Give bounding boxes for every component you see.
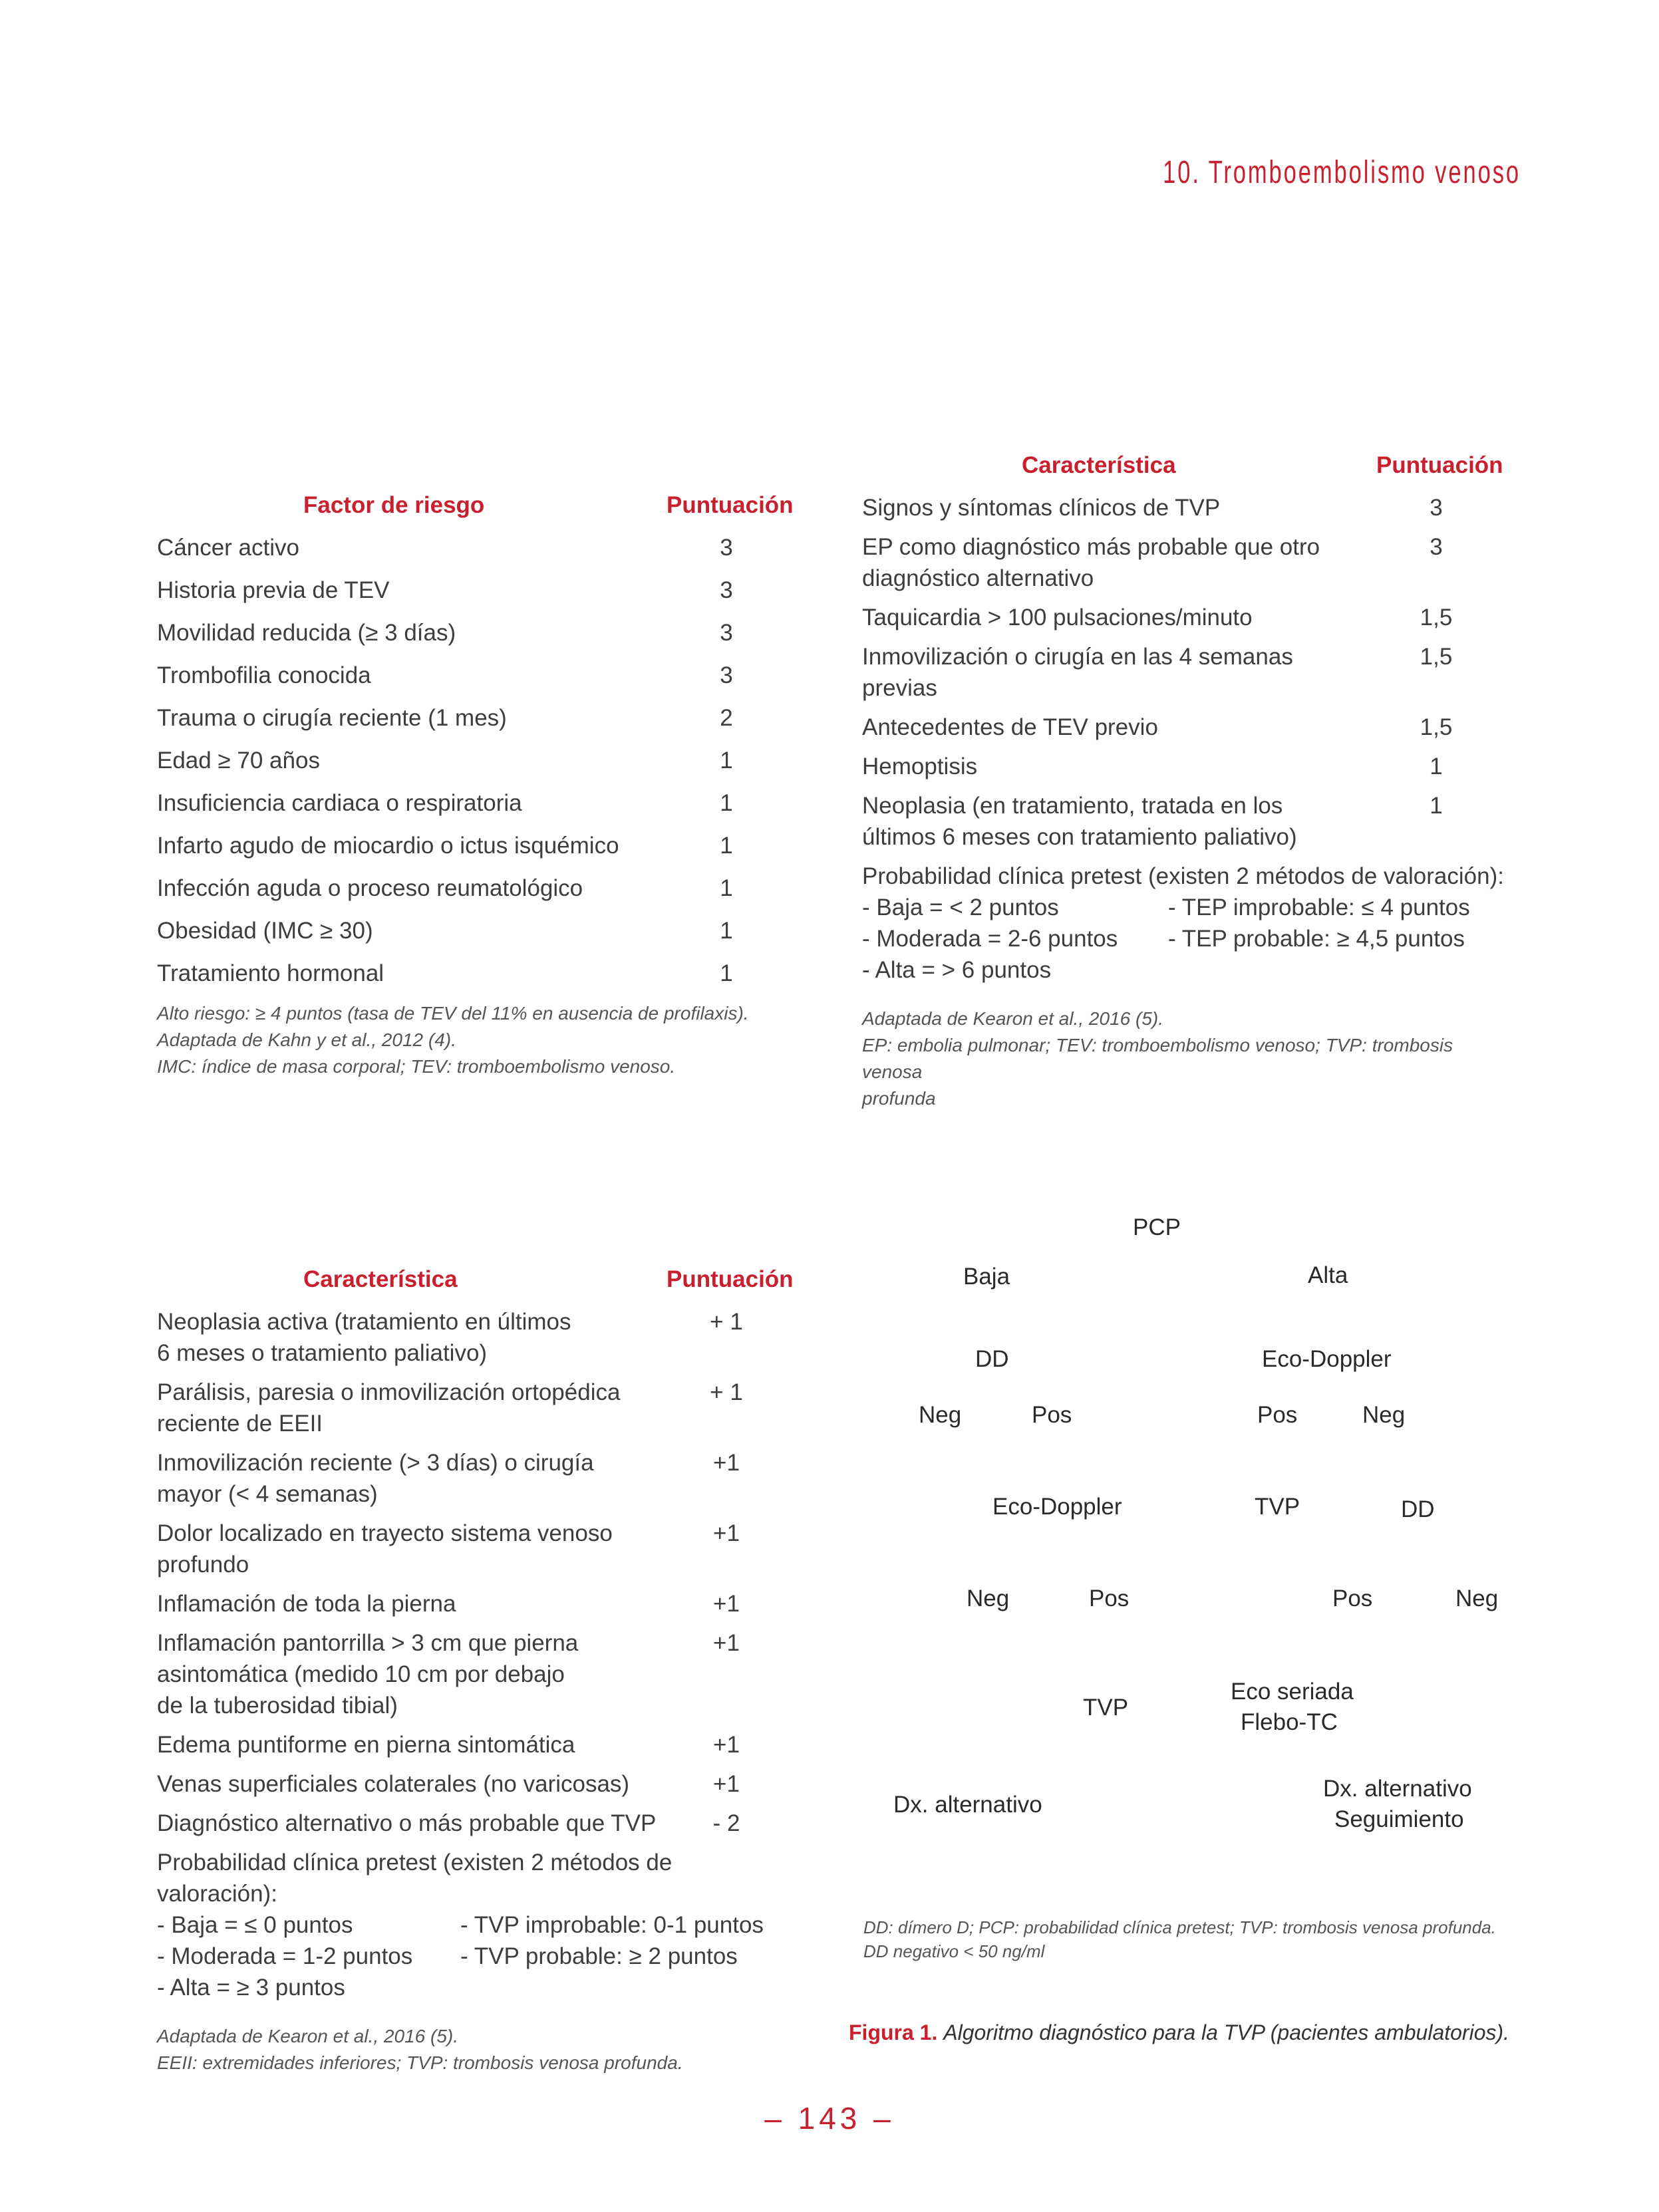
row-score: - 2 <box>712 1810 740 1836</box>
row-score: 1,5 <box>1420 644 1453 670</box>
row-score: +1 <box>713 1520 740 1546</box>
row-score: + 1 <box>710 1379 743 1405</box>
node-eco-seriada: Eco seriada <box>1231 1679 1354 1705</box>
row-label: Parálisis, paresia o inmovilización ortopédica reciente de EEII <box>157 1379 621 1437</box>
flowchart-note: DD negativo < 50 ng/ml <box>863 1941 1045 1961</box>
node-pos-4: Pos <box>1332 1586 1373 1611</box>
row-score: 3 <box>720 577 733 603</box>
pretest-item: - Moderada = 2-6 puntos <box>862 926 1118 952</box>
node-dd-1: DD <box>975 1346 1009 1372</box>
row-label: Infarto agudo de miocardio o ictus isquémico <box>157 833 619 859</box>
row-label: Taquicardia > 100 pulsaciones/minuto <box>862 605 1253 630</box>
row-label: Edema puntiforme en pierna sintomática <box>157 1732 575 1758</box>
row-score: 1,5 <box>1420 714 1453 740</box>
row-score: +1 <box>713 1732 740 1758</box>
figure-caption-label: Figura 1. <box>849 2020 938 2044</box>
flowchart-note: DD: dímero D; PCP: probabilidad clínica pretest; TVP: trombosis venosa profunda. <box>863 1917 1496 1937</box>
figure-caption-text: Algoritmo diagnóstico para la TVP (pacientes ambulatorios). <box>943 2020 1510 2044</box>
row-score: 3 <box>1430 534 1443 560</box>
node-flebo-tc: Flebo-TC <box>1241 1709 1338 1735</box>
node-dx-alternativo-2: Dx. alternativo <box>1323 1776 1472 1802</box>
row-label: Signos y síntomas clínicos de TVP <box>862 495 1221 521</box>
pretest-item: - TEP improbable: ≤ 4 puntos <box>1168 895 1470 920</box>
column-header-characteristic: Factor de riesgo <box>303 492 485 518</box>
row-label: Inmovilización o cirugía en las 4 semanas previas <box>862 644 1293 701</box>
node-alta: Alta <box>1308 1262 1348 1288</box>
column-header-score: Puntuación <box>667 492 794 518</box>
row-score: 1 <box>1430 793 1443 819</box>
row-score: 1 <box>720 748 733 773</box>
node-eco-doppler-1: Eco-Doppler <box>1262 1346 1392 1372</box>
row-score: 1 <box>720 790 733 816</box>
row-label: Edad ≥ 70 años <box>157 748 320 773</box>
row-label: Insuficiencia cardiaca o respiratoria <box>157 790 522 816</box>
row-label: Antecedentes de TEV previo <box>862 714 1158 740</box>
flowchart-notes <box>863 1915 1496 1963</box>
row-score: 1 <box>720 960 733 986</box>
row-label: Cáncer activo <box>157 535 299 561</box>
row-label: Neoplasia (en tratamiento, tratada en los últimos 6 meses con tratamiento paliativo) <box>862 793 1297 850</box>
row-score: 1 <box>720 875 733 901</box>
pretest-item: - Baja = ≤ 0 puntos <box>157 1912 353 1938</box>
row-label: Obesidad (IMC ≥ 30) <box>157 918 373 944</box>
node-tvp-1: TVP <box>1255 1494 1300 1520</box>
column-header-score: Puntuación <box>667 1266 794 1292</box>
table-note: Adaptada de Kahn y et al., 2012 (4). <box>157 1030 456 1050</box>
row-score: +1 <box>713 1591 740 1617</box>
node-baja: Baja <box>963 1264 1010 1290</box>
row-label: Dolor localizado en trayecto sistema venoso profundo <box>157 1520 613 1578</box>
pretest-item: - Alta = ≥ 3 puntos <box>157 1975 345 2001</box>
node-pos-2: Pos <box>1257 1402 1298 1428</box>
row-label: Infección aguda o proceso reumatológico <box>157 875 583 901</box>
pretest-title: Probabilidad clínica pretest (existen 2 métodos de valoración): <box>862 863 1504 889</box>
row-score: 3 <box>720 620 733 646</box>
pretest-item: - TVP probable: ≥ 2 puntos <box>460 1943 738 1969</box>
row-score: 3 <box>720 662 733 688</box>
table-note: profunda <box>862 1088 936 1109</box>
row-score: 1 <box>720 833 733 859</box>
row-label: Hemoptisis <box>862 754 978 779</box>
node-eco-doppler-2: Eco-Doppler <box>992 1494 1122 1520</box>
page-number: – 143 – <box>764 2101 895 2136</box>
node-dd-2: DD <box>1401 1496 1435 1522</box>
row-label: Inflamación de toda la pierna <box>157 1591 456 1617</box>
node-neg-4: Neg <box>1455 1586 1499 1611</box>
row-label: Venas superficiales colaterales (no varicosas) <box>157 1771 630 1797</box>
row-score: +1 <box>713 1771 740 1797</box>
table-note: Alto riesgo: ≥ 4 puntos (tasa de TEV del 11% en ausencia de profilaxis). <box>157 1003 749 1024</box>
row-score: 3 <box>720 535 733 561</box>
row-label: Inflamación pantorrilla > 3 cm que pierna asintomática (medido 10 cm por debajo de la tuberosidad tibial) <box>157 1630 579 1719</box>
row-score: 1 <box>1430 754 1443 779</box>
row-score: 1,5 <box>1420 605 1453 630</box>
node-neg-2: Neg <box>1362 1402 1406 1428</box>
row-label: Trombofilia conocida <box>157 662 371 688</box>
node-seguimiento: Seguimiento <box>1334 1806 1464 1832</box>
table-note: EP: embolia pulmonar; TEV: tromboembolismo venoso; TVP: trombosis venosa <box>862 1035 1453 1082</box>
pretest-item: - Alta = > 6 puntos <box>862 957 1052 983</box>
pretest-item: - TVP improbable: 0-1 puntos <box>460 1912 764 1938</box>
column-header-characteristic: Característica <box>1022 452 1176 478</box>
node-pos-3: Pos <box>1089 1586 1130 1611</box>
column-header-characteristic: Característica <box>303 1266 458 1292</box>
running-header: 10. Tromboembolismo venoso <box>1163 155 1521 190</box>
table-note: IMC: índice de masa corporal; TEV: tromboembolismo venoso. <box>157 1056 676 1077</box>
row-label: Trauma o cirugía reciente (1 mes) <box>157 705 507 731</box>
node-tvp-2: TVP <box>1083 1695 1129 1721</box>
node-dx-alternativo-1: Dx. alternativo <box>893 1792 1042 1818</box>
table-note: EEII: extremidades inferiores; TVP: trombosis venosa profunda. <box>157 2052 683 2073</box>
row-label: Diagnóstico alternativo o más probable que TVP <box>157 1810 657 1836</box>
table-note: Adaptada de Kearon et al., 2016 (5). <box>862 1008 1163 1029</box>
row-label: Inmovilización reciente (> 3 días) o cirugía mayor (< 4 semanas) <box>157 1450 594 1507</box>
row-score: 2 <box>720 705 733 731</box>
pretest-item: - Baja = < 2 puntos <box>862 895 1059 920</box>
row-score: +1 <box>713 1630 740 1656</box>
node-neg-1: Neg <box>919 1402 962 1428</box>
row-score: 1 <box>720 918 733 944</box>
table-note: Adaptada de Kearon et al., 2016 (5). <box>157 2026 458 2046</box>
row-label: Neoplasia activa (tratamiento en últimos 6 meses o tratamiento paliativo) <box>157 1309 571 1366</box>
pretest-item: - Moderada = 1-2 puntos <box>157 1943 413 1969</box>
node-pos-1: Pos <box>1032 1402 1072 1428</box>
node-neg-3: Neg <box>967 1586 1010 1611</box>
row-label: Movilidad reducida (≥ 3 días) <box>157 620 456 646</box>
row-label: Tratamiento hormonal <box>157 960 384 986</box>
figure-caption <box>849 2020 1509 2045</box>
pretest-title: Probabilidad clínica pretest (existen 2 métodos de valoración): <box>157 1850 673 1907</box>
row-score: + 1 <box>710 1309 743 1335</box>
row-score: 3 <box>1430 495 1443 521</box>
row-label: EP como diagnóstico más probable que otro diagnóstico alternativo <box>862 534 1320 591</box>
row-score: +1 <box>713 1450 740 1476</box>
column-header-score: Puntuación <box>1376 452 1503 478</box>
node-pcp: PCP <box>1133 1214 1181 1240</box>
row-label: Historia previa de TEV <box>157 577 390 603</box>
pretest-item: - TEP probable: ≥ 4,5 puntos <box>1168 926 1465 952</box>
